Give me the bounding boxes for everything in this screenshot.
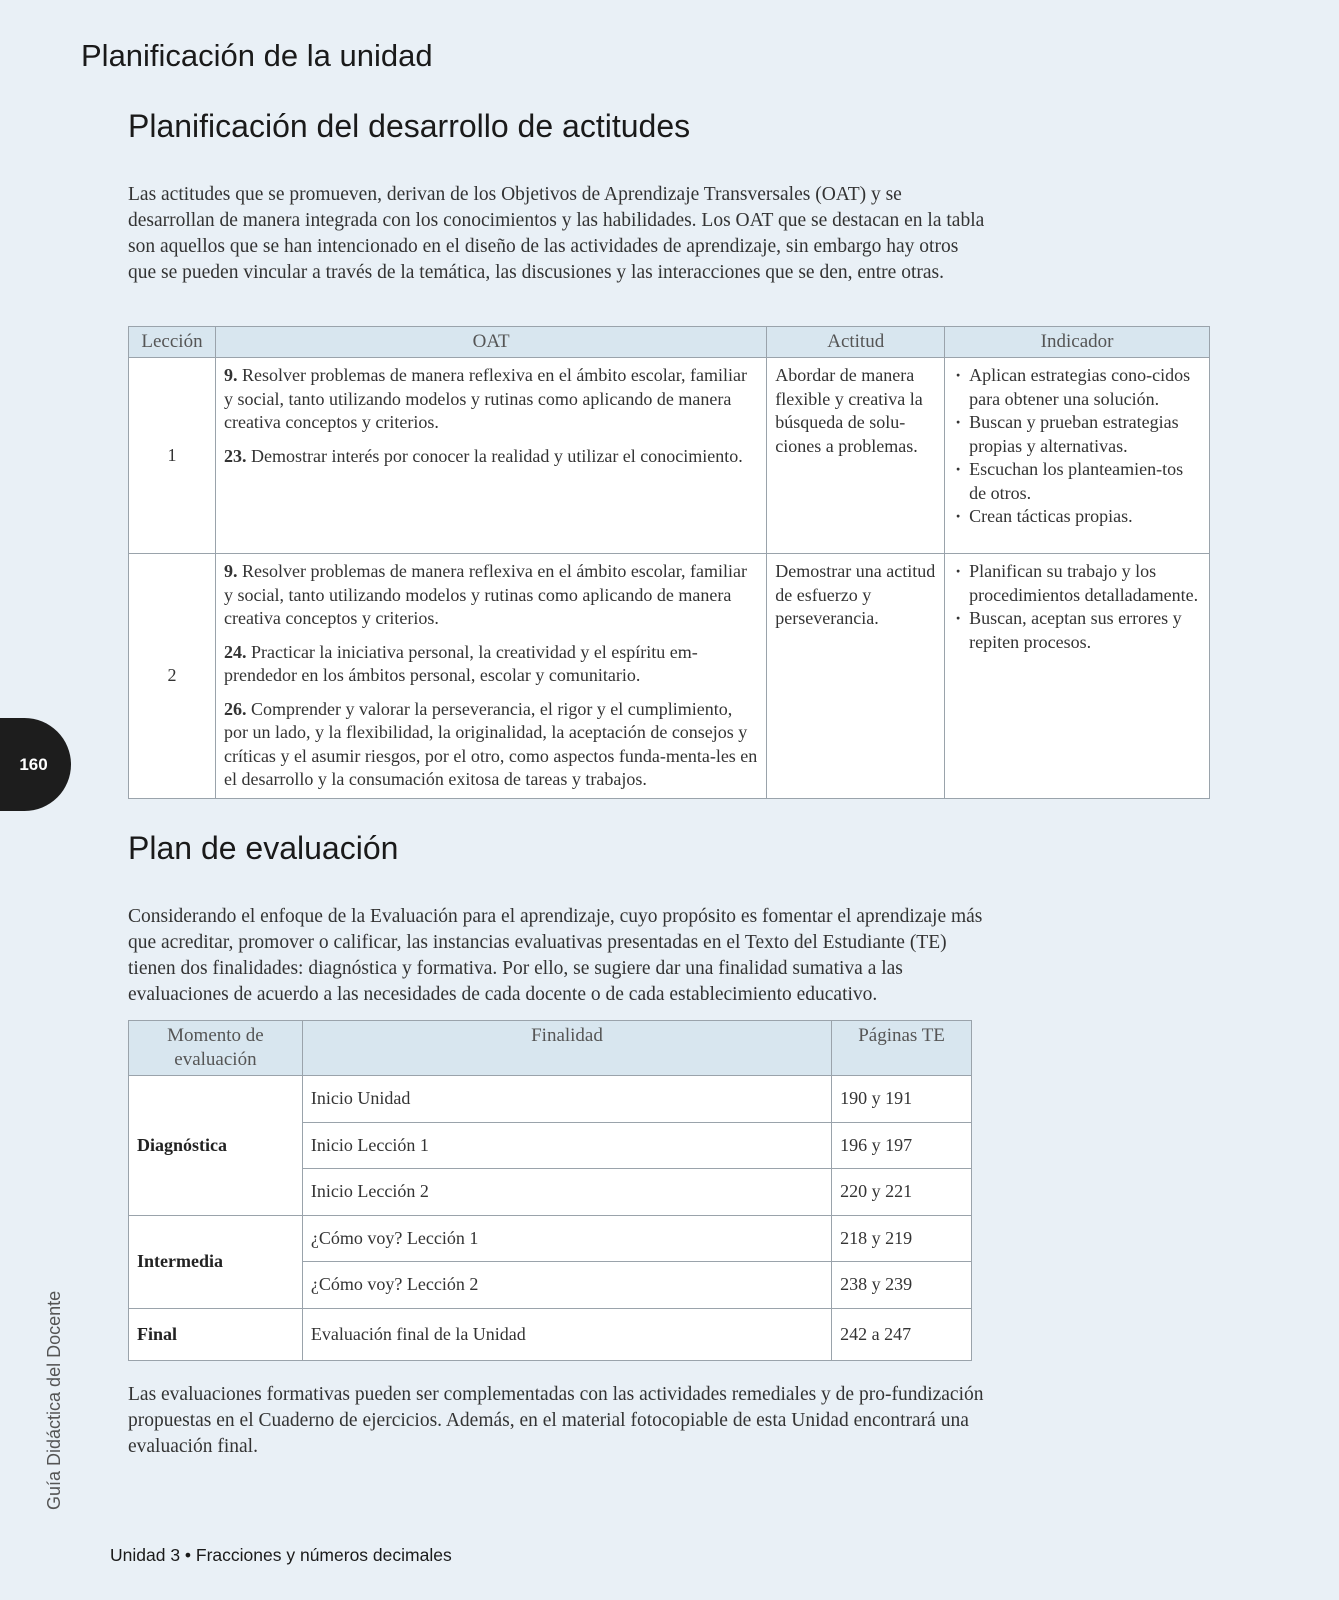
- attitude-cell: Demostrar una actitud de esfuerzo y perseverancia.: [767, 554, 945, 799]
- table-row: [129, 1216, 972, 1262]
- oat-item: [224, 560, 758, 631]
- oat-item: [224, 364, 758, 435]
- indicator-item: · Buscan y prueban estrategias propias y alternativas.: [953, 411, 1201, 458]
- indicator-cell: [945, 358, 1210, 554]
- attitudes-intro: Las actitudes que se promueven, derivan de los Objetivos de Aprendizaje Transversales (OAT) y se desarrollan de manera integrada con los conocimientos y las habilidades. Los OAT que se destacan en la tabla son aquellos que se han intencionado en el diseño de las actividades de aprendizaje, sin embargo hay otros que se pueden vincular a través de la temática, las discusiones y las interacciones que se den, entre otras.: [128, 184, 985, 283]
- evaluation-moment: Final: [129, 1309, 303, 1361]
- evaluation-purpose: ¿Cómo voy? Lección 2: [302, 1262, 831, 1309]
- indicator-item: · Planifican su trabajo y los procedimientos detalladamente.: [953, 560, 1201, 607]
- indicator-cell: [945, 554, 1210, 799]
- evaluation-moment: Diagnóstica: [129, 1076, 303, 1216]
- lesson-number: 1: [129, 358, 216, 554]
- evaluation-pages: 242 a 247: [832, 1309, 972, 1361]
- oat-number: 24.: [223, 641, 247, 662]
- indicator-item: · Crean tácticas propias.: [953, 505, 1201, 529]
- oat-text: Demostrar interés por conocer la realidad y utilizar el conocimiento.: [246, 445, 743, 466]
- page-header-title: Planificación de la unidad: [81, 38, 433, 73]
- attitudes-table-header-row: [129, 327, 1210, 358]
- oat-item: [224, 641, 758, 688]
- footer: Unidad 3 • Fracciones y números decimales: [110, 1545, 452, 1565]
- oat-cell: [215, 358, 766, 554]
- table-row: [129, 554, 1210, 799]
- evaluation-purpose: Inicio Unidad: [302, 1076, 831, 1123]
- oat-text: Resolver problemas de manera reflexiva en el ámbito escolar, familiar y social, tanto utilizando modelos y rutinas como aplicando de manera creativa conceptos y criterios.: [223, 365, 748, 432]
- evaluation-table: [128, 1020, 972, 1361]
- indicator-list: [953, 560, 1201, 654]
- indicator-item: · Escuchan los planteamien-tos de otros.: [953, 458, 1201, 505]
- header-attitude: Actitud: [767, 327, 945, 358]
- header-moment: Momento de evaluación: [129, 1021, 303, 1076]
- evaluation-table-header-row: [129, 1021, 972, 1076]
- attitudes-section-title: Planificación del desarrollo de actitudes: [128, 108, 691, 144]
- table-row: [129, 1309, 972, 1361]
- page-number: 160: [19, 754, 48, 774]
- oat-text: Resolver problemas de manera reflexiva en el ámbito escolar, familiar y social, tanto utilizando modelos y rutinas como aplicando de manera creativa conceptos y criterios.: [223, 561, 748, 628]
- indicator-item: · Buscan, aceptan sus errores y repiten procesos.: [953, 607, 1201, 654]
- evaluation-pages: 218 y 219: [832, 1216, 972, 1262]
- oat-text: Comprender y valorar la perseverancia, el rigor y el cumplimiento, por un lado, y la flexibilidad, la originalidad, la aceptación de consejos y críticas y el asumir riesgos, por el otro, como aspectos funda-menta-les en el desarrollo y la consumación exitosa de tareas y trabajos.: [223, 698, 758, 789]
- table-row: [129, 358, 1210, 554]
- oat-number: 23.: [223, 445, 247, 466]
- oat-number: 9.: [223, 561, 238, 581]
- evaluation-pages: 238 y 239: [832, 1262, 972, 1309]
- lesson-number: 2: [129, 554, 216, 799]
- attitudes-table: [128, 326, 1210, 799]
- header-indicator: Indicador: [945, 327, 1210, 358]
- attitude-cell: Abordar de manera flexible y creativa la búsqueda de solu-ciones a problemas.: [767, 358, 945, 554]
- oat-cell: [215, 554, 766, 799]
- evaluation-section-title: Plan de evaluación: [128, 830, 399, 866]
- oat-number: 9.: [223, 365, 238, 385]
- evaluation-purpose: Inicio Lección 2: [302, 1169, 831, 1216]
- header-oat: OAT: [215, 327, 766, 358]
- evaluation-closing: Las evaluaciones formativas pueden ser complementadas con las actividades remediales y de pro-fundización propuestas en el Cuaderno de ejercicios. Además, en el material fotocopiable de esta Unidad encontrará una evaluación final.: [128, 1384, 984, 1457]
- indicator-item: · Aplican estrategias cono-cidos para obtener una solución.: [953, 364, 1201, 411]
- oat-item: [224, 698, 758, 792]
- indicator-list: [953, 364, 1201, 529]
- header-lesson: Lección: [129, 327, 216, 358]
- oat-number: 26.: [223, 698, 247, 719]
- oat-text: Practicar la iniciativa personal, la creatividad y el espíritu em-prendedor en los ámbitos personal, escolar y comunitario.: [223, 641, 698, 685]
- evaluation-pages: 220 y 221: [832, 1169, 972, 1216]
- header-pages: Páginas TE: [832, 1021, 972, 1076]
- evaluation-pages: 190 y 191: [832, 1076, 972, 1123]
- evaluation-pages: 196 y 197: [832, 1123, 972, 1169]
- evaluation-purpose: ¿Cómo voy? Lección 1: [302, 1216, 831, 1262]
- side-label: Guía Didáctica del Docente: [44, 1290, 64, 1510]
- evaluation-purpose: Inicio Lección 1: [302, 1123, 831, 1169]
- evaluation-purpose: Evaluación final de la Unidad: [302, 1309, 831, 1361]
- table-row: [129, 1076, 972, 1123]
- oat-item: [224, 445, 758, 469]
- evaluation-intro: Considerando el enfoque de la Evaluación para el aprendizaje, cuyo propósito es fomentar el aprendizaje más que acreditar, promover o calificar, las instancias evaluativas presentadas en el Texto del Estudiante (TE) tienen dos finalidades: diagnóstica y formativa. Por ello, se sugiere dar una finalidad sumativa a las evaluaciones de acuerdo a las necesidades de cada docente o de cada establecimiento educativo.: [128, 906, 983, 1005]
- page-number-tab: [0, 718, 71, 811]
- evaluation-moment: Intermedia: [129, 1216, 303, 1309]
- header-purpose: Finalidad: [302, 1021, 831, 1076]
